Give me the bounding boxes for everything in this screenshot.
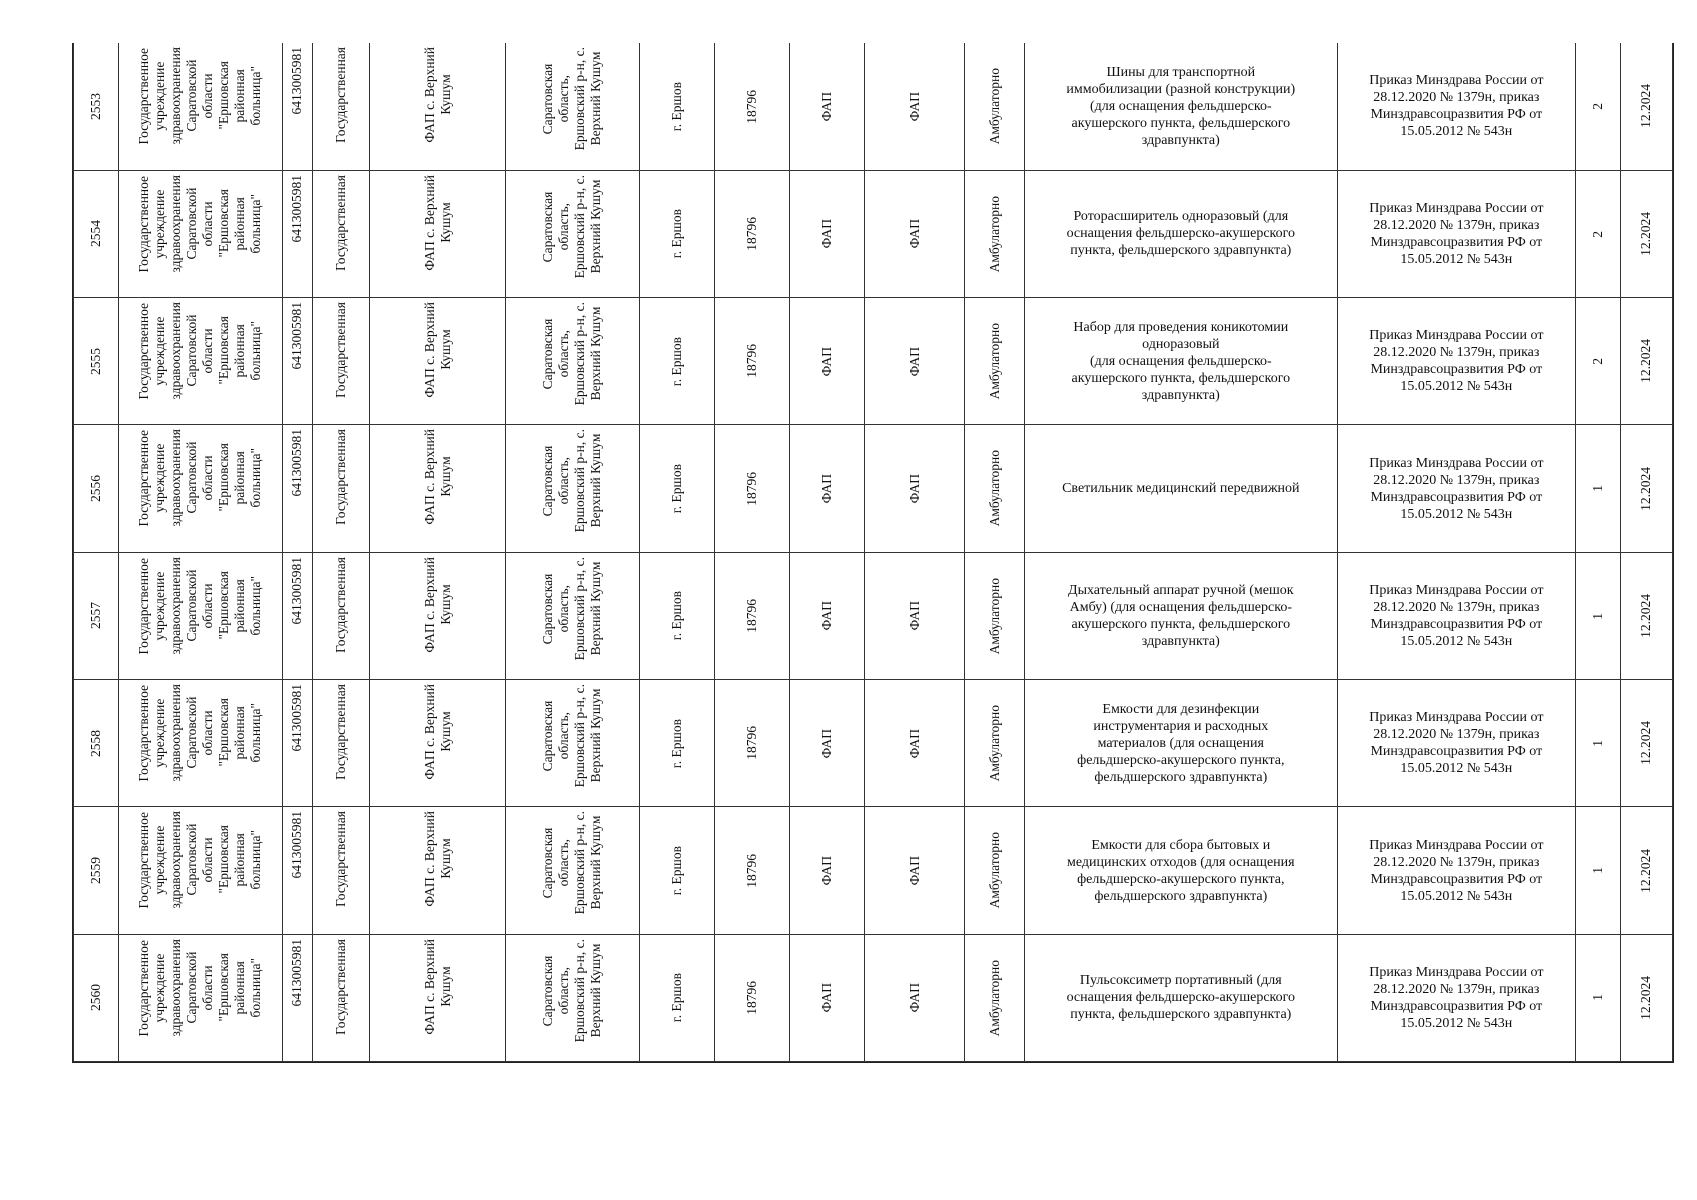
equipment-item-cell	[1024, 680, 1337, 807]
row-number: 2555	[87, 347, 103, 375]
unit-type-cell	[789, 807, 864, 934]
city-name-cell	[639, 680, 714, 807]
unit-name-cell	[370, 425, 506, 552]
row-number-cell	[74, 425, 119, 552]
ownership-form-cell	[313, 552, 370, 679]
row-number: 2560	[87, 984, 103, 1012]
table-row	[74, 680, 1673, 807]
unit-name-cell	[370, 298, 506, 425]
settlement-code-cell	[714, 807, 789, 934]
unit-type: ФАП	[819, 473, 834, 504]
table-row	[74, 807, 1673, 934]
ownership-form-cell	[313, 680, 370, 807]
unit-name: ФАП с. Верхний Кушум	[421, 47, 453, 143]
quantity: 2	[1589, 230, 1605, 238]
unit-name: ФАП с. Верхний Кушум	[421, 302, 453, 398]
city-name-cell	[639, 43, 714, 170]
unit-name-cell	[370, 807, 506, 934]
ownership-form: Государственная	[333, 302, 349, 398]
row-number-cell	[74, 807, 119, 934]
ownership-form: Государственная	[333, 47, 349, 143]
ownership-form-cell	[313, 807, 370, 934]
quantity: 1	[1589, 867, 1605, 874]
delivery-date-cell	[1620, 807, 1672, 934]
table-row	[74, 298, 1673, 425]
unit-type: ФАП	[819, 91, 834, 122]
organization-name: Государственное учреждение здравоохранения Саратовской области "Ершовская районная больница"	[136, 938, 264, 1037]
table-row	[74, 934, 1673, 1061]
city-name-cell	[639, 807, 714, 934]
organization-name: Государственное учреждение здравоохранения Саратовской области "Ершовская районная больница"	[136, 47, 264, 145]
settlement-code-cell	[714, 170, 789, 297]
settlement-code-cell	[714, 425, 789, 552]
inn-value-cell	[282, 680, 312, 807]
table-row	[74, 170, 1673, 297]
ownership-form: Государственная	[333, 429, 349, 526]
settlement-code: 18796	[743, 980, 759, 1015]
inn-value-cell	[282, 43, 312, 170]
city-name: г. Ершов	[668, 336, 684, 386]
quantity: 1	[1589, 485, 1605, 492]
quantity-cell	[1575, 298, 1620, 425]
quantity-cell	[1575, 807, 1620, 934]
regulation-order-cell	[1337, 680, 1575, 807]
unit-address-cell	[506, 934, 640, 1061]
equipment-item: Пульсоксиметр портативный (для оснащения фельдшерско-акушерского пункта, фельдшерского здравпункта)	[1066, 973, 1296, 1023]
settlement-code: 18796	[743, 344, 759, 379]
unit-type-secondary: ФАП	[906, 601, 922, 631]
equipment-item-cell	[1024, 43, 1337, 170]
unit-type-secondary-cell	[865, 680, 965, 807]
care-conditions-cell	[965, 552, 1024, 679]
inn-value: 6413005981	[289, 684, 305, 752]
care-conditions: Амбулаторно	[986, 959, 1002, 1037]
equipment-item: Роторасширитель одноразовый (для оснащения фельдшерско-акушерского пункта, фельдшерского здравпункта)	[1066, 209, 1296, 259]
care-conditions: Амбулаторно	[986, 705, 1002, 782]
equipment-item: Шины для транспортной иммобилизации (разной конструкции) (для оснащения фельдшерско- акушерского пункта, фельдшерского здравпункта)	[1066, 64, 1296, 148]
quantity-cell	[1575, 43, 1620, 170]
city-name-cell	[639, 298, 714, 425]
unit-type-secondary-cell	[865, 43, 965, 170]
unit-address: Саратовская область, Ершовский р-н, с. Верхний Кушум	[540, 811, 604, 915]
equipment-item: Емкости для дезинфекции инструментария и расходных материалов (для оснащения фельдшерско-акушерского пункта, фельдшерского здравпункта)	[1077, 701, 1285, 785]
quantity-cell	[1575, 170, 1620, 297]
regulation-order-cell	[1337, 170, 1575, 297]
unit-type-cell	[789, 170, 864, 297]
organization-name: Государственное учреждение здравоохранения Саратовской области "Ершовская районная больница"	[136, 302, 264, 400]
document-table	[72, 43, 1674, 1063]
row-number-cell	[74, 934, 119, 1061]
unit-address-cell	[506, 680, 640, 807]
quantity: 1	[1589, 739, 1605, 747]
unit-name: ФАП с. Верхний Кушум	[421, 174, 453, 271]
unit-type-cell	[789, 934, 864, 1061]
quantity: 2	[1589, 103, 1605, 110]
regulation-order-cell	[1337, 552, 1575, 679]
unit-address: Саратовская область, Ершовский р-н, с. Верхний Кушум	[540, 302, 604, 406]
settlement-code-cell	[714, 680, 789, 807]
care-conditions: Амбулаторно	[986, 832, 1002, 909]
unit-type-cell	[789, 552, 864, 679]
unit-name: ФАП с. Верхний Кушум	[421, 811, 453, 907]
inn-value: 6413005981	[289, 302, 305, 370]
quantity: 1	[1589, 612, 1605, 620]
ownership-form-cell	[313, 298, 370, 425]
inn-value: 6413005981	[289, 556, 305, 625]
inn-value: 6413005981	[289, 938, 305, 1007]
inn-value-cell	[282, 552, 312, 679]
city-name-cell	[639, 552, 714, 679]
delivery-date: 12.2024	[1638, 975, 1654, 1020]
equipment-item-cell	[1024, 552, 1337, 679]
unit-type-secondary: ФАП	[906, 728, 922, 758]
row-number: 2558	[87, 729, 103, 757]
unit-type-secondary: ФАП	[906, 983, 922, 1013]
row-number: 2553	[87, 92, 103, 120]
unit-type-cell	[789, 298, 864, 425]
city-name: г. Ершов	[668, 463, 684, 514]
equipment-item-cell	[1024, 170, 1337, 297]
delivery-date: 12.2024	[1638, 466, 1654, 511]
settlement-code: 18796	[743, 217, 759, 251]
ownership-form: Государственная	[333, 684, 349, 780]
delivery-date: 12.2024	[1638, 212, 1654, 256]
care-conditions: Амбулаторно	[986, 577, 1002, 655]
unit-address-cell	[506, 298, 640, 425]
care-conditions: Амбулаторно	[986, 68, 1002, 145]
unit-name-cell	[370, 934, 506, 1061]
ownership-form-cell	[313, 43, 370, 170]
regulation-order: Приказ Минздрава России от 28.12.2020 № 1379н, приказ Минздравсоцразвития РФ от 15.05.2012 № 543н	[1369, 328, 1544, 395]
city-name: г. Ершов	[668, 81, 684, 132]
organization-name-cell	[118, 807, 282, 934]
unit-type-secondary-cell	[865, 807, 965, 934]
settlement-code: 18796	[743, 853, 759, 888]
equipment-item-cell	[1024, 298, 1337, 425]
delivery-date-cell	[1620, 170, 1672, 297]
organization-name-cell	[118, 552, 282, 679]
regulation-order-cell	[1337, 934, 1575, 1061]
unit-address-cell	[506, 170, 640, 297]
unit-type-cell	[789, 680, 864, 807]
unit-type-secondary: ФАП	[906, 219, 922, 249]
unit-type: ФАП	[819, 728, 834, 758]
unit-name-cell	[370, 680, 506, 807]
row-number: 2554	[87, 220, 103, 248]
city-name: г. Ершов	[668, 973, 684, 1023]
city-name: г. Ершов	[668, 718, 684, 768]
delivery-date: 12.2024	[1638, 593, 1654, 638]
unit-type-secondary-cell	[865, 298, 965, 425]
organization-name: Государственное учреждение здравоохранения Саратовской области "Ершовская районная больница"	[136, 684, 264, 782]
ownership-form: Государственная	[333, 174, 349, 271]
quantity-cell	[1575, 934, 1620, 1061]
unit-address-cell	[506, 807, 640, 934]
regulation-order: Приказ Минздрава России от 28.12.2020 № 1379н, приказ Минздравсоцразвития РФ от 15.05.2012 № 543н	[1369, 964, 1544, 1031]
unit-name: ФАП с. Верхний Кушум	[421, 556, 453, 653]
delivery-date-cell	[1620, 43, 1672, 170]
ownership-form: Государственная	[333, 811, 349, 908]
organization-name-cell	[118, 43, 282, 170]
row-number: 2557	[87, 602, 103, 630]
unit-type-secondary: ФАП	[906, 473, 922, 504]
city-name-cell	[639, 934, 714, 1061]
delivery-date: 12.2024	[1638, 721, 1654, 766]
inn-value-cell	[282, 425, 312, 552]
regulation-order: Приказ Минздрава России от 28.12.2020 № 1379н, приказ Минздравсоцразвития РФ от 15.05.2012 № 543н	[1369, 837, 1544, 904]
equipment-item-cell	[1024, 425, 1337, 552]
unit-type: ФАП	[819, 983, 834, 1013]
table-body	[74, 43, 1673, 1062]
unit-type-secondary: ФАП	[906, 855, 922, 886]
quantity-cell	[1575, 425, 1620, 552]
city-name-cell	[639, 425, 714, 552]
equipment-table	[73, 43, 1673, 1062]
equipment-item-cell	[1024, 807, 1337, 934]
delivery-date: 12.2024	[1638, 84, 1654, 129]
city-name-cell	[639, 170, 714, 297]
row-number: 2556	[87, 475, 103, 503]
regulation-order-cell	[1337, 807, 1575, 934]
row-number-cell	[74, 680, 119, 807]
regulation-order: Приказ Минздрава России от 28.12.2020 № 1379н, приказ Минздравсоцразвития РФ от 15.05.2012 № 543н	[1369, 455, 1544, 522]
delivery-date: 12.2024	[1638, 339, 1654, 384]
organization-name-cell	[118, 934, 282, 1061]
unit-type-secondary-cell	[865, 170, 965, 297]
unit-address: Саратовская область, Ершовский р-н, с. Верхний Кушум	[540, 684, 604, 788]
equipment-item: Светильник медицинский передвижной	[1062, 481, 1300, 497]
settlement-code: 18796	[743, 726, 759, 761]
unit-address-cell	[506, 552, 640, 679]
care-conditions-cell	[965, 298, 1024, 425]
unit-type-secondary-cell	[865, 934, 965, 1061]
regulation-order-cell	[1337, 43, 1575, 170]
unit-address: Саратовская область, Ершовский р-н, с. Верхний Кушум	[540, 174, 604, 279]
unit-address-cell	[506, 43, 640, 170]
regulation-order: Приказ Минздрава России от 28.12.2020 № 1379н, приказ Минздравсоцразвития РФ от 15.05.2012 № 543н	[1369, 200, 1544, 267]
city-name: г. Ершов	[668, 845, 684, 896]
equipment-item-cell	[1024, 934, 1337, 1061]
care-conditions-cell	[965, 425, 1024, 552]
delivery-date: 12.2024	[1638, 848, 1654, 893]
unit-name-cell	[370, 43, 506, 170]
table-row	[74, 552, 1673, 679]
ownership-form: Государственная	[333, 938, 349, 1035]
inn-value: 6413005981	[289, 811, 305, 879]
unit-type-secondary-cell	[865, 425, 965, 552]
settlement-code: 18796	[743, 89, 759, 124]
unit-type-secondary: ФАП	[906, 91, 922, 122]
regulation-order-cell	[1337, 425, 1575, 552]
delivery-date-cell	[1620, 552, 1672, 679]
inn-value: 6413005981	[289, 47, 305, 115]
inn-value-cell	[282, 934, 312, 1061]
care-conditions: Амбулаторно	[986, 450, 1002, 527]
ownership-form-cell	[313, 425, 370, 552]
table-row	[74, 43, 1673, 170]
care-conditions: Амбулаторно	[986, 323, 1002, 400]
care-conditions-cell	[965, 170, 1024, 297]
row-number-cell	[74, 552, 119, 679]
ownership-form: Государственная	[333, 556, 349, 653]
settlement-code: 18796	[743, 599, 759, 633]
quantity-cell	[1575, 680, 1620, 807]
unit-type: ФАП	[819, 601, 834, 631]
quantity-cell	[1575, 552, 1620, 679]
inn-value: 6413005981	[289, 174, 305, 243]
unit-address: Саратовская область, Ершовский р-н, с. Верхний Кушум	[540, 429, 604, 533]
quantity: 2	[1589, 357, 1605, 365]
delivery-date-cell	[1620, 680, 1672, 807]
unit-type-cell	[789, 425, 864, 552]
delivery-date-cell	[1620, 934, 1672, 1061]
unit-type-secondary-cell	[865, 552, 965, 679]
row-number-cell	[74, 298, 119, 425]
equipment-item: Дыхательный аппарат ручной (мешок Амбу) (для оснащения фельдшерско- акушерского пункта, фельдшерского здравпункта)	[1068, 582, 1294, 649]
inn-value-cell	[282, 298, 312, 425]
organization-name-cell	[118, 170, 282, 297]
inn-value-cell	[282, 170, 312, 297]
delivery-date-cell	[1620, 298, 1672, 425]
organization-name-cell	[118, 298, 282, 425]
care-conditions: Амбулаторно	[986, 195, 1002, 273]
unit-address: Саратовская область, Ершовский р-н, с. Верхний Кушум	[540, 938, 604, 1043]
unit-type: ФАП	[819, 855, 834, 886]
inn-value: 6413005981	[289, 429, 305, 497]
care-conditions-cell	[965, 680, 1024, 807]
organization-name: Государственное учреждение здравоохранения Саратовской области "Ершовская районная больница"	[136, 429, 264, 527]
regulation-order-cell	[1337, 298, 1575, 425]
equipment-item: Набор для проведения коникотомии одноразовый (для оснащения фельдшерско- акушерского пункта, фельдшерского здравпункта)	[1071, 319, 1291, 403]
unit-name: ФАП с. Верхний Кушум	[421, 684, 453, 780]
organization-name: Государственное учреждение здравоохранения Саратовской области "Ершовская районная больница"	[136, 174, 264, 273]
unit-name-cell	[370, 170, 506, 297]
care-conditions-cell	[965, 43, 1024, 170]
unit-type: ФАП	[819, 219, 834, 249]
organization-name: Государственное учреждение здравоохранения Саратовской области "Ершовская районная больница"	[136, 811, 264, 909]
settlement-code-cell	[714, 934, 789, 1061]
unit-type-secondary: ФАП	[906, 346, 922, 376]
ownership-form-cell	[313, 170, 370, 297]
care-conditions-cell	[965, 807, 1024, 934]
regulation-order: Приказ Минздрава России от 28.12.2020 № 1379н, приказ Минздравсоцразвития РФ от 15.05.2012 № 543н	[1369, 73, 1544, 140]
delivery-date-cell	[1620, 425, 1672, 552]
row-number: 2559	[87, 857, 103, 885]
unit-address: Саратовская область, Ершовский р-н, с. Верхний Кушум	[540, 47, 604, 151]
settlement-code-cell	[714, 552, 789, 679]
city-name: г. Ершов	[668, 209, 684, 259]
unit-type-cell	[789, 43, 864, 170]
ownership-form-cell	[313, 934, 370, 1061]
regulation-order: Приказ Минздрава России от 28.12.2020 № 1379н, приказ Минздравсоцразвития РФ от 15.05.2012 № 543н	[1369, 582, 1544, 649]
unit-name: ФАП с. Верхний Кушум	[421, 429, 453, 526]
organization-name-cell	[118, 425, 282, 552]
settlement-code-cell	[714, 298, 789, 425]
settlement-code: 18796	[743, 471, 759, 506]
care-conditions-cell	[965, 934, 1024, 1061]
unit-address-cell	[506, 425, 640, 552]
unit-address: Саратовская область, Ершовский р-н, с. Верхний Кушум	[540, 556, 604, 661]
unit-name: ФАП с. Верхний Кушум	[421, 938, 453, 1035]
equipment-item: Емкости для сбора бытовых и медицинских отходов (для оснащения фельдшерско-акушерского пункта, фельдшерского здравпункта)	[1066, 837, 1295, 904]
row-number-cell	[74, 43, 119, 170]
city-name: г. Ершов	[668, 591, 684, 641]
row-number-cell	[74, 170, 119, 297]
settlement-code-cell	[714, 43, 789, 170]
organization-name-cell	[118, 680, 282, 807]
inn-value-cell	[282, 807, 312, 934]
unit-type: ФАП	[819, 346, 834, 376]
unit-name-cell	[370, 552, 506, 679]
quantity: 1	[1589, 994, 1605, 1002]
organization-name: Государственное учреждение здравоохранения Саратовской области "Ершовская районная больница"	[136, 556, 264, 655]
table-row	[74, 425, 1673, 552]
regulation-order: Приказ Минздрава России от 28.12.2020 № 1379н, приказ Минздравсоцразвития РФ от 15.05.2012 № 543н	[1369, 710, 1544, 777]
